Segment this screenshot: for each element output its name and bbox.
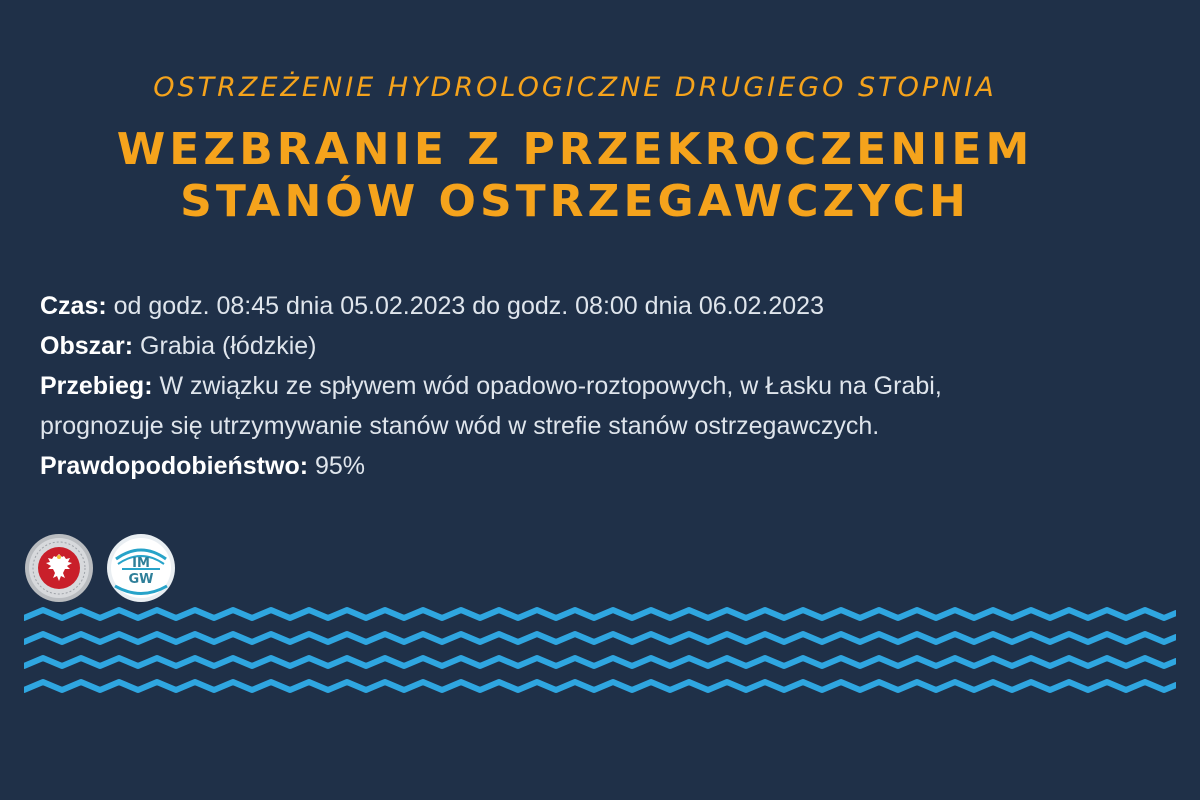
warning-title-line1: WEZBRANIE Z PRZEKROCZENIEM — [116, 124, 1034, 175]
polish-eagle-seal-icon — [24, 533, 94, 603]
wave-decoration — [24, 604, 1176, 700]
course-row — [40, 366, 1160, 406]
probability-value: 95% — [315, 452, 366, 480]
warning-title-line2: STANÓW OSTRZEGAWCZYCH — [180, 176, 970, 227]
area-row — [40, 326, 1160, 366]
warning-details — [40, 286, 1160, 486]
logos — [24, 533, 174, 605]
time-value: od godz. 08:45 dnia 05.02.2023 do godz. 08:00 dnia 06.02.2023 — [113, 292, 824, 320]
imgw-logo-icon — [106, 533, 176, 603]
warning-level: OSTRZEŻENIE HYDROLOGICZNE DRUGIEGO STOPNIA — [153, 72, 997, 103]
probability-label: Prawdopodobieństwo: — [40, 452, 309, 480]
warning-title — [0, 124, 1150, 228]
course-row-continued — [40, 406, 1160, 446]
wave-line-4 — [24, 682, 1176, 690]
course-line2: prognozuje się utrzymywanie stanów wód w strefie stanów ostrzegawczych. — [40, 412, 880, 440]
imgw-text-top: IM — [132, 556, 150, 571]
area-label: Obszar: — [40, 332, 134, 360]
wave-line-3 — [24, 658, 1176, 666]
course-line1: W związku ze spływem wód opadowo-roztopowych, w Łasku na Grabi, — [159, 372, 942, 400]
area-value: Grabia (łódzkie) — [140, 332, 317, 360]
wave-line-2 — [24, 634, 1176, 642]
time-label: Czas: — [40, 292, 107, 320]
imgw-text-bottom: GW — [128, 572, 154, 587]
time-row — [40, 286, 1160, 326]
wave-line-1 — [24, 610, 1176, 618]
probability-row — [40, 446, 1160, 486]
course-label: Przebieg: — [40, 372, 153, 400]
